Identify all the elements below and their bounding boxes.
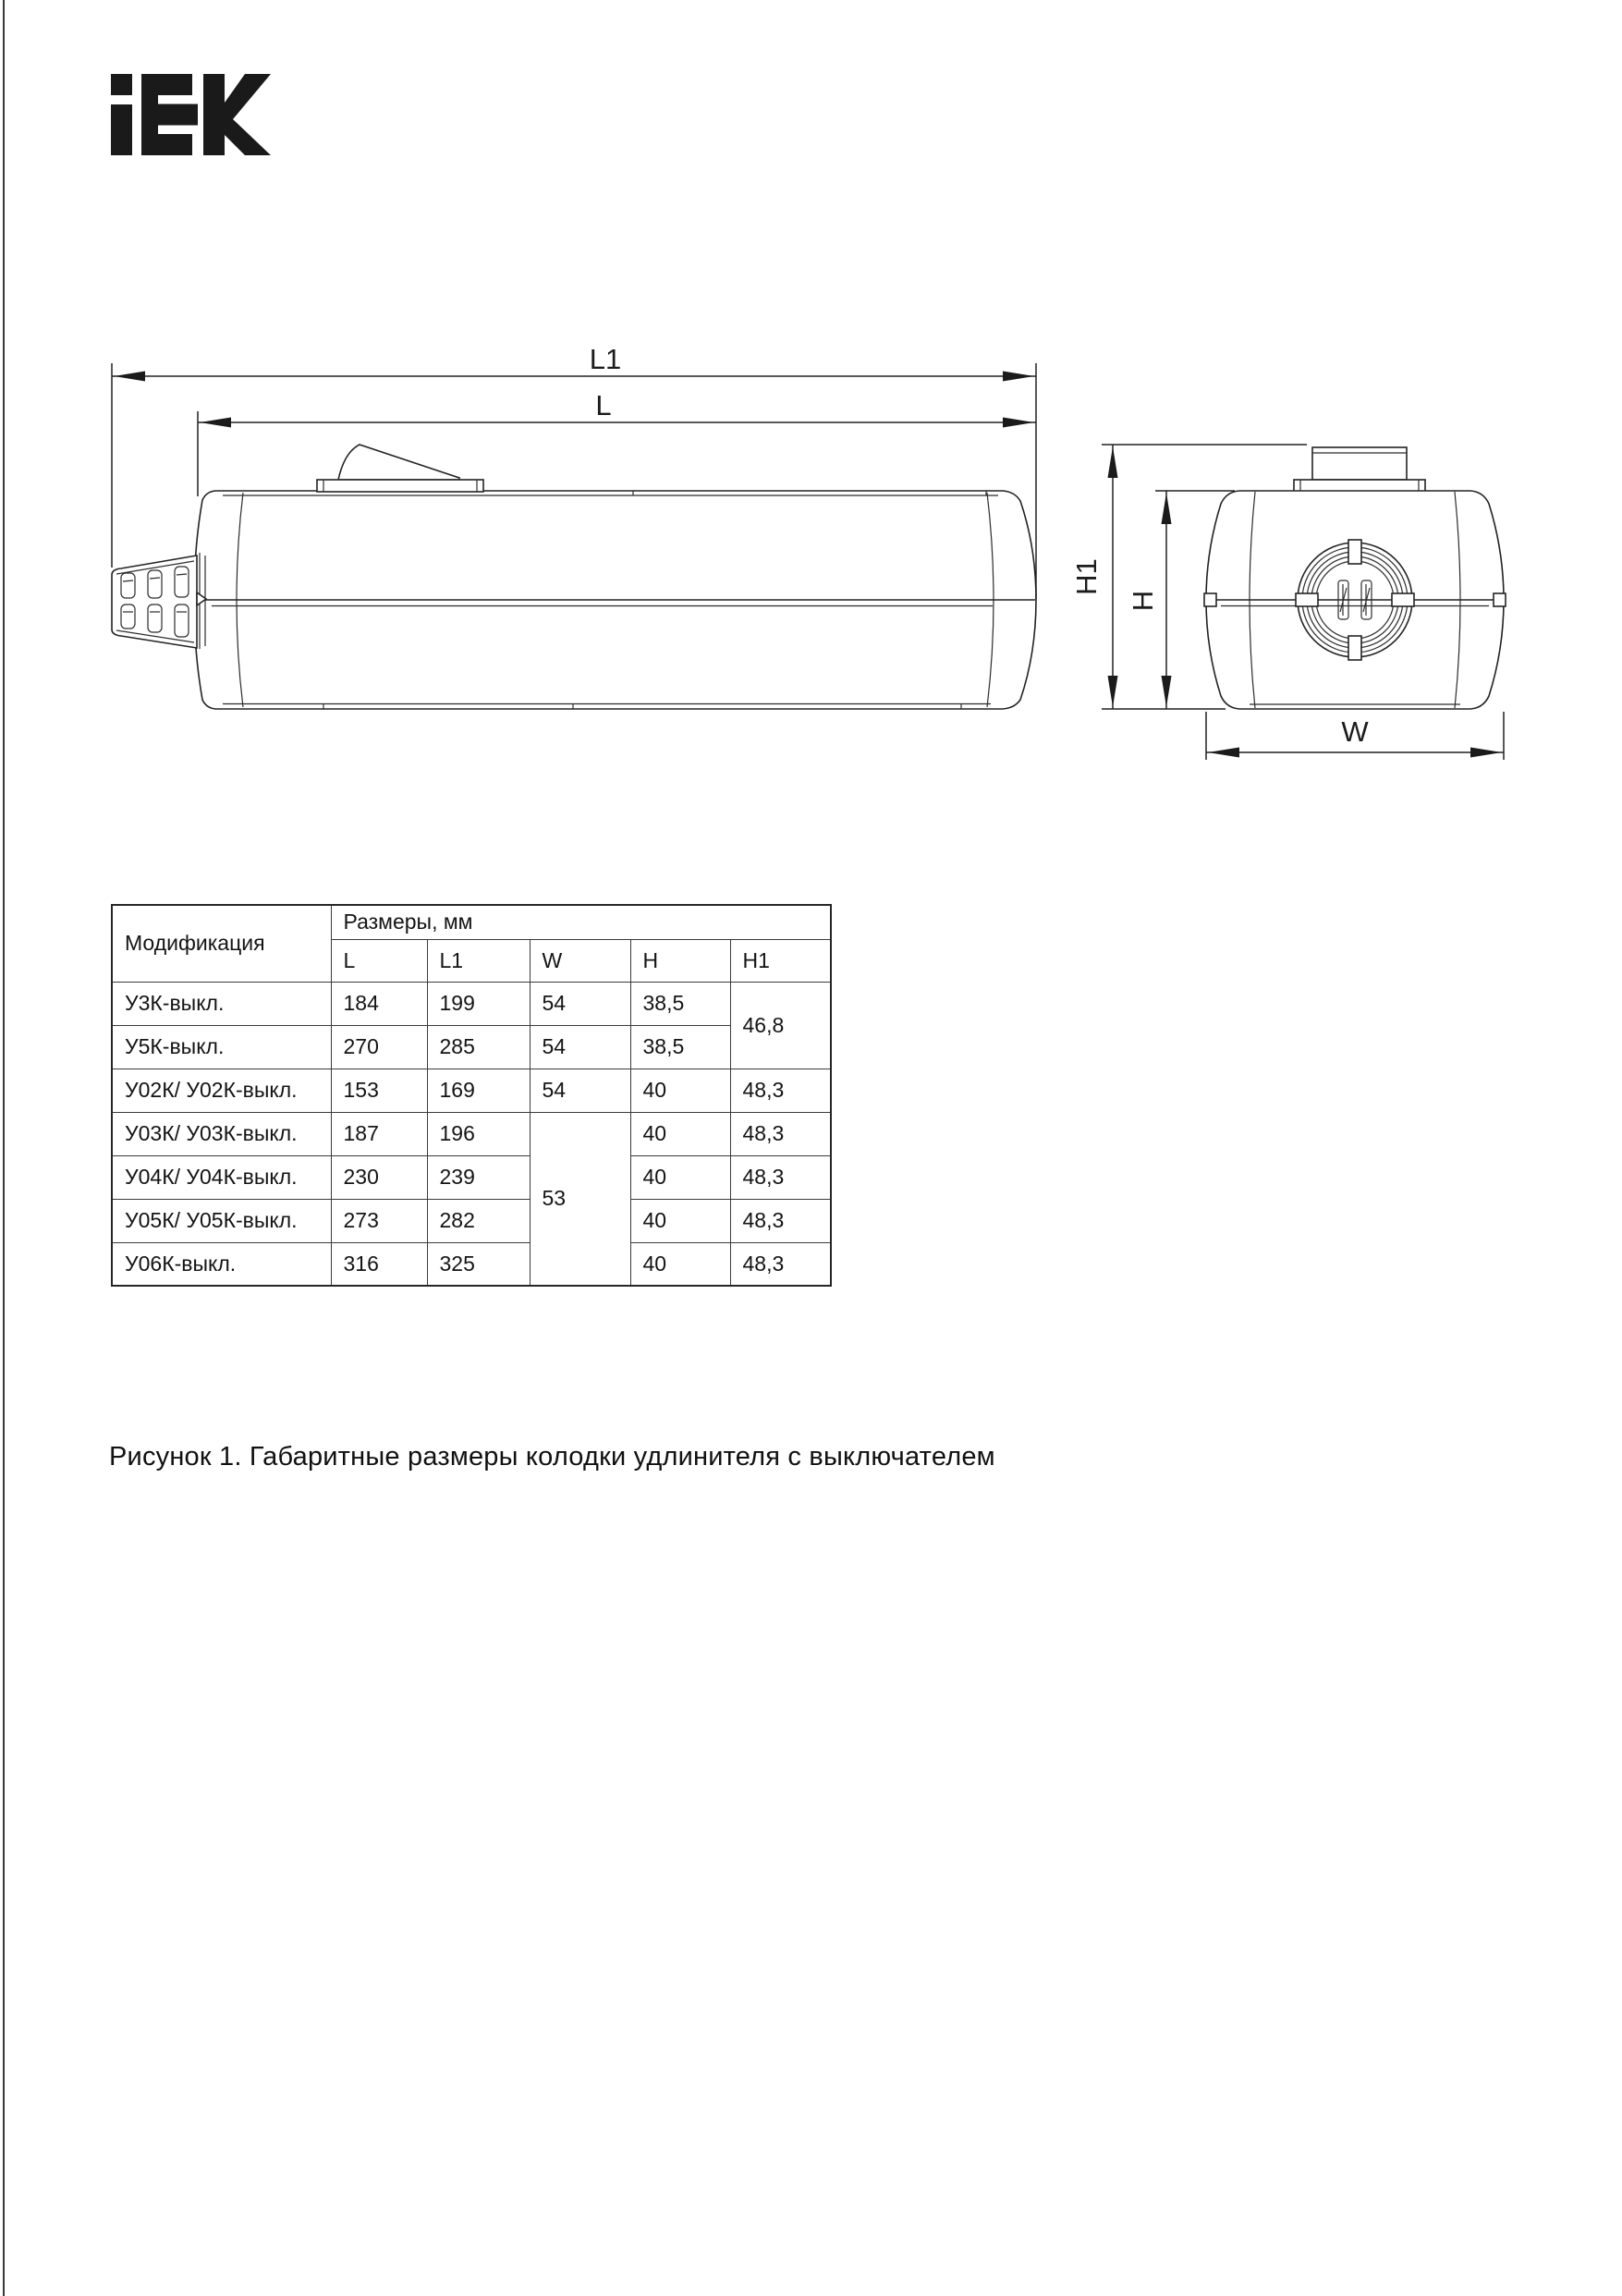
switch-side-view — [317, 445, 483, 492]
dimension-label-h: H — [1127, 590, 1159, 612]
dim-value: 48,3 — [730, 1199, 831, 1242]
dim-value: 282 — [427, 1199, 530, 1242]
dim-value: 239 — [427, 1155, 530, 1199]
table-row — [112, 1199, 831, 1242]
dimension-label-w: W — [1341, 715, 1369, 748]
dimension-label-l: L — [595, 389, 612, 421]
col-header-w: W — [530, 939, 630, 982]
dim-value: 285 — [427, 1025, 530, 1069]
dim-value: 169 — [427, 1069, 530, 1112]
table-row — [112, 1155, 831, 1199]
dimension-label-h1: H1 — [1070, 558, 1103, 595]
dim-value: 153 — [331, 1069, 427, 1112]
dim-value: 48,3 — [730, 1242, 831, 1286]
dim-value: 273 — [331, 1199, 427, 1242]
dim-value: 187 — [331, 1112, 427, 1155]
end-view-drawing — [1204, 447, 1506, 709]
dim-value: 48,3 — [730, 1069, 831, 1112]
dim-value: 196 — [427, 1112, 530, 1155]
dim-value: 48,3 — [730, 1155, 831, 1199]
dimensions-table — [111, 904, 832, 1287]
dim-value: 54 — [530, 1025, 630, 1069]
row-label: У02К/ У02К-выкл. — [112, 1069, 331, 1112]
switch-end-view — [1294, 447, 1425, 492]
row-label: У3К-выкл. — [112, 982, 331, 1025]
iek-logo-icon — [111, 74, 271, 155]
dim-value: 199 — [427, 982, 530, 1025]
row-label: У03К/ У03К-выкл. — [112, 1112, 331, 1155]
dim-value: 184 — [331, 982, 427, 1025]
dim-value: 40 — [630, 1155, 730, 1199]
dim-value-merged: 53 — [530, 1112, 630, 1286]
table-row — [112, 1242, 831, 1286]
col-header-h: H — [630, 939, 730, 982]
dim-value: 40 — [630, 1199, 730, 1242]
dim-value: 40 — [630, 1069, 730, 1112]
table-row — [112, 1112, 831, 1155]
dim-value: 325 — [427, 1242, 530, 1286]
col-header-dimensions: Размеры, мм — [331, 905, 831, 939]
dim-value: 270 — [331, 1025, 427, 1069]
row-label: У5К-выкл. — [112, 1025, 331, 1069]
row-label: У04К/ У04К-выкл. — [112, 1155, 331, 1199]
dim-value: 316 — [331, 1242, 427, 1286]
dim-value: 38,5 — [630, 1025, 730, 1069]
dim-value: 230 — [331, 1155, 427, 1199]
dim-value-merged: 46,8 — [730, 982, 831, 1069]
figure-caption: Рисунок 1. Габаритные размеры колодки удлинителя с выключателем — [109, 1442, 995, 1472]
dim-value: 54 — [530, 982, 630, 1025]
col-header-l: L — [331, 939, 427, 982]
table-row — [112, 1069, 831, 1112]
dim-value: 40 — [630, 1112, 730, 1155]
dim-value: 48,3 — [730, 1112, 831, 1155]
cable-gland — [112, 553, 206, 649]
dim-value: 38,5 — [630, 982, 730, 1025]
side-view-drawing — [112, 445, 1036, 709]
row-label: У06К-выкл. — [112, 1242, 331, 1286]
table-row — [112, 1025, 831, 1069]
row-label: У05К/ У05К-выкл. — [112, 1199, 331, 1242]
dim-value: 40 — [630, 1242, 730, 1286]
col-header-modification: Модификация — [112, 905, 331, 982]
col-header-h1: H1 — [730, 939, 831, 982]
col-header-l1: L1 — [427, 939, 530, 982]
dim-value: 54 — [530, 1069, 630, 1112]
dimension-label-l1: L1 — [589, 343, 622, 375]
table-row — [112, 982, 831, 1025]
technical-drawing — [0, 0, 1622, 878]
